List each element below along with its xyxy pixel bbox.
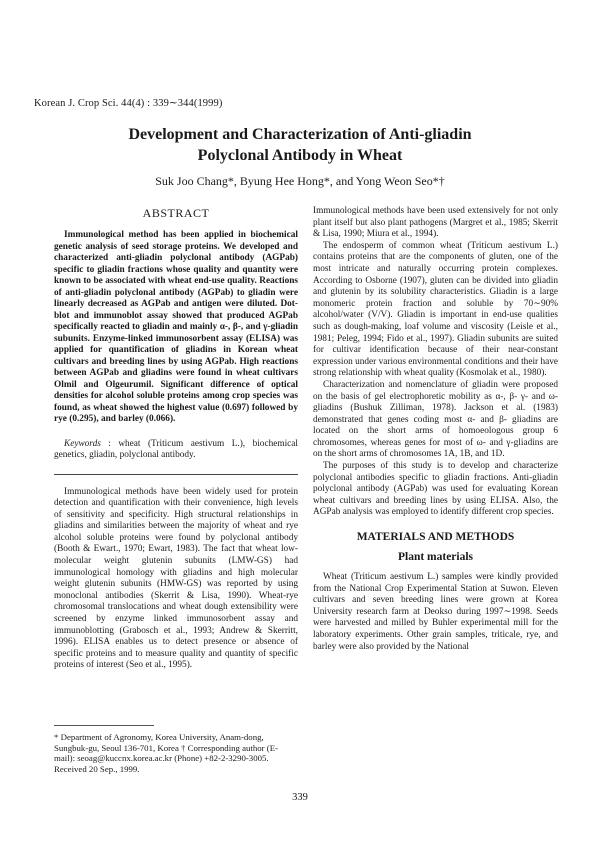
title-line-1: Development and Characterization of Anti-gliadin [128,126,472,143]
footnote-rule [54,725,154,726]
keywords-label: Keywords [64,438,101,449]
body-paragraph-4: The purposes of this study is to develop and characterize polyclonal antibodies specific to gliadin fractions. Anti-gliadin polyclonal antibody (AGPab) was used for evaluating Korean wheat cultivars and breeding lines by using ELISA. Also, the AGPab analysis was employed to identify different crop species. [313,461,558,518]
keywords-text: : wheat (Triticum aestivum L.), biochemical genetics, gliadin, polyclonal antibody. [54,438,299,460]
footnote [54,725,298,774]
title-line-2: Polyclonal Antibody in Wheat [197,147,403,164]
body-paragraph-5: Wheat (Triticum aestivum L.) samples were kindly provided from the National Crop Experimental Station at Suwon. Eleven cultivars and seven breeding lines were grown at Korea University research farm at Deokso during 1997∼1998. Seeds were harvested and milled by Buhler experimental mill for the laboratory experiments. Other grain samples, triticale, rye, and barley were also provided by the National [313,572,558,652]
body-paragraph-1: Immunological methods have been used extensively for not only plant itself but also plant pathogens (Margret et al., 1985; Skerrit & Lisa, 1990; Miura et al., 1994). [313,206,558,240]
footnote-text: * Department of Agronomy, Korea University, Anam-dong, Sungbuk-gu, Seoul 136-701, Korea † Corresponding author (E-mail): seoag@kuccnx.korea.ac.kr (Phone) +82-2-3290-3005. Received 20 Sep., 1999. [54,732,279,774]
subsection-heading: Plant materials [397,551,474,564]
page-number: 339 [292,792,308,803]
author-list: Suk Joo Chang*, Byung Hee Hong*, and Yong Weon Seo*† [155,174,445,188]
left-column [54,206,298,672]
right-column [313,206,558,653]
abstract-text: Immunological method has been applied in biochemical genetic analysis of seed storage proteins. We developed and characterized anti-gliadin polyclonal antibody (AGPab) specific to gliadin fractions whose quality and quantity were known to be associated with wheat end-use quality. Reactions of anti-gliadin polyclonal antibody (AGPab) to gliadin were linearly decreased as AGPab and antigen were diluted. Dot-blot and immunoblot assay showed that produced AGPab specifically reacted to gliadin and mainly α-, β-, and γ-gliadin subunits. Enzyme-linked immunosorbent assay (ELISA) was applied for quantification of gliadins in Korean wheat cultivars and breeding lines by using AGPab. High reactions between AGPab and gliadins were found in wheat cultivars Olmil and Olgeurumil. Significant difference of optical densities for alcohol soluble proteins among crop species was found, as wheat showed the highest value (0.697) followed by rye (0.295), and barley (0.066). [54,230,298,424]
journal-citation: Korean J. Crop Sci. 44(4) : 339∼344(1999) [34,98,223,109]
section-heading: MATERIALS AND METHODS [356,531,515,544]
paper-title [40,124,560,166]
abstract-heading: ABSTRACT [142,206,210,220]
body-paragraph-3: Characterization and nomenclature of gliadin were proposed on the basis of gel electrophoretic mobility as α-, β- γ- and ω- gliadins (Bushuk Zilliman, 1978). Jackson et al. (1983) demonstrated that genes coding most α- and β- gliadins are located on the short arms of homoeologous group 6 chromosomes, whereas genes for most of ω- and γ-gliadins are on the short arms of chromosomes 1A, 1B, and 1D. [313,379,558,460]
body-paragraph-2: The endosperm of common wheat (Triticum aestivum L.) contains proteins that are the components of gluten, one of the most intricate and naturally occurring protein complexes. According to Osborne (1907), gluten can be divided into gliadin and glutenin by its solubility characteristics. Gliadin is a large monomeric protein fraction and soluble by 70∼90% alcohol/water (V/V). Gliadin is important in end-use qualities such as dough-making, loaf volume and viscosity (Leisle et al., 1981; Peleg, 1994; Fido et al., 1997). Gliadin subunits are suited for cultivar identification because of their near-constant expression under various environmental conditions and their have strong relationship with wheat quality (Kosmolak et al., 1980). [313,240,559,379]
intro-paragraph: Immunological methods have been widely used for protein detection and quantification with their convenience, high levels of sensitivity and specificity. High structural relationships in gliadins and similarities between the majority of wheat and rye alcohol soluble proteins were found by polyclonal antibody (Booth & Ewart., 1970; Ewart, 1983). The fact that wheat low-molecular weight glutenin subunits (LMW-GS) had immunological homology with gliadins and high molecular weight glutenin subunits (HMW-GS) was reported by using monoclonal antibodies (Skerrit & Lisa, 1990). Wheat-rye chromosomal translocations and wheat dough extensibility were screened by enzyme linked immunosorbent assay and immunoblotting (Grabosch et al., 1993; Andrew & Skerritt, 1996). ELISA enables us to detect presence or absence of specific proteins and to measure quality and quantity of specific proteins of interest (Seo et al., 1995). [54,486,298,671]
keywords [54,439,298,462]
